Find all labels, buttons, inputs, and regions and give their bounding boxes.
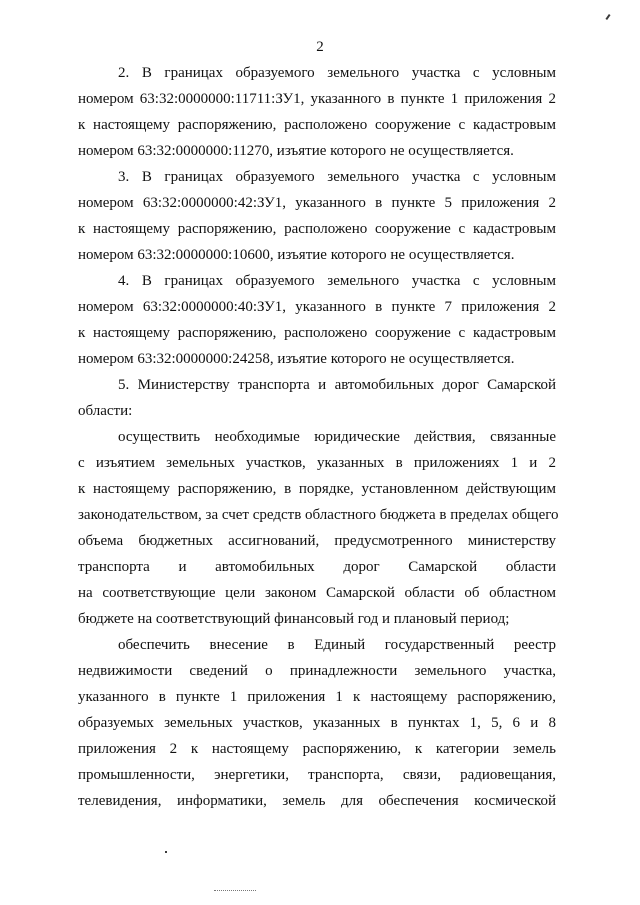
text-line: на соответствующие цели законом Самарской области об областном <box>78 585 556 601</box>
text-line: номером 63:32:0000000:40:ЗУ1, указанного в пункте 7 приложения 2 <box>78 299 556 315</box>
page-number: 2 <box>316 39 324 55</box>
text-line: к настоящему распоряжению, расположено сооружение с кадастровым <box>78 221 556 237</box>
text-line: номером 63:32:0000000:11270, изъятие которого не осуществляется. <box>78 143 514 159</box>
text-line: 3. В границах образуемого земельного участка с условным <box>118 169 556 185</box>
text-line: к настоящему распоряжению, расположено сооружение с кадастровым <box>78 117 556 133</box>
scan-smudge <box>214 890 256 893</box>
text-line: к настоящему распоряжению, в порядке, установленном действующим <box>78 481 556 497</box>
text-line: указанного в пункте 1 приложения 1 к настоящему распоряжению, <box>78 689 556 705</box>
text-line: транспорта и автомобильных дорог Самарской области <box>78 559 556 575</box>
text-line: бюджете на соответствующий финансовый год и плановый период; <box>78 611 510 627</box>
paragraph-4 <box>78 372 556 424</box>
text-line: 5. Министерству транспорта и автомобильных дорог Самарской <box>118 377 556 393</box>
paragraph-2 <box>78 164 556 268</box>
text-line: приложения 2 к настоящему распоряжению, к категории земель <box>78 741 556 757</box>
text-line: промышленности, энергетики, транспорта, связи, радиовещания, <box>78 767 556 783</box>
text-line: номером 63:32:0000000:24258, изъятие которого не осуществляется. <box>78 351 515 367</box>
scan-speck <box>165 851 167 853</box>
text-line: области: <box>78 403 133 419</box>
text-line: номером 63:32:0000000:42:ЗУ1, указанного в пункте 5 приложения 2 <box>78 195 556 211</box>
paragraph-5 <box>78 424 559 632</box>
text-line: обеспечить внесение в Единый государственный реестр <box>118 637 556 653</box>
text-line: номером 63:32:0000000:11711:ЗУ1, указанного в пункте 1 приложения 2 <box>78 91 556 107</box>
text-line: с изъятием земельных участков, указанных в приложениях 1 и 2 <box>78 455 556 471</box>
text-line: законодательством, за счет средств областного бюджета в пределах общего <box>78 507 559 523</box>
text-line: образуемых земельных участков, указанных в пунктах 1, 5, 6 и 8 <box>78 715 556 731</box>
document-body <box>78 60 559 814</box>
paragraph-6 <box>78 632 556 814</box>
text-line: осуществить необходимые юридические действия, связанные <box>118 429 556 445</box>
scan-speck <box>605 14 610 20</box>
text-line: 2. В границах образуемого земельного участка с условным <box>118 65 556 81</box>
text-line: номером 63:32:0000000:10600, изъятие которого не осуществляется. <box>78 247 515 263</box>
text-line: телевидения, информатики, земель для обеспечения космической <box>78 793 556 809</box>
paragraph-3 <box>78 268 556 372</box>
text-line: к настоящему распоряжению, расположено сооружение с кадастровым <box>78 325 556 341</box>
paragraph-1 <box>78 60 556 164</box>
text-line: объема бюджетных ассигнований, предусмотренного министерству <box>78 533 556 549</box>
text-line: 4. В границах образуемого земельного участка с условным <box>118 273 556 289</box>
text-line: недвижимости сведений о принадлежности земельного участка, <box>78 663 556 679</box>
